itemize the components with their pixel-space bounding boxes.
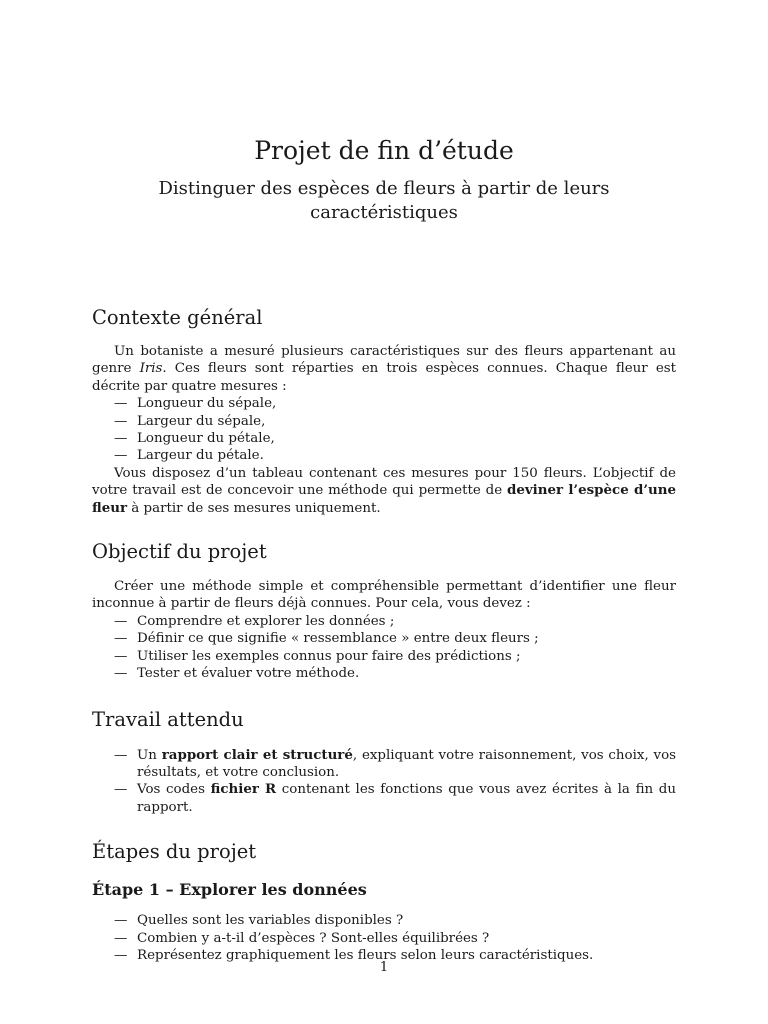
section-travail <box>92 707 676 817</box>
section-etapes <box>92 839 676 964</box>
list-item: — Quelles sont les variables disponibles ? <box>92 912 676 929</box>
objectif-intro-paragraph: Créer une méthode simple et compréhensible permettant d’identifier une fleur inconnue à partir de fleurs déjà connues. Pour cela, vous devez : <box>92 579 676 612</box>
list-item: — Longueur du pétale, <box>92 430 676 447</box>
subsection-etape-1 <box>92 879 676 964</box>
deliverable-emphasis: fichier R <box>210 781 277 798</box>
deliverable-text: , expliquant votre raisonnement, vos choix, vos résultats, et votre conclusion. <box>137 747 677 780</box>
contexte-outro-text-continued: à partir de ses mesures uniquement. <box>127 500 381 516</box>
list-item: — Comprendre et explorer les données ; <box>92 613 676 630</box>
section-contexte <box>92 305 676 517</box>
list-item: — Définir ce que signifie « ressemblance » entre deux fleurs ; <box>92 630 676 647</box>
measurement-list <box>92 395 676 465</box>
list-item: — Représentez graphiquement les fleurs selon leurs caractéristiques. <box>92 947 676 964</box>
document-subtitle: Distinguer des espèces de fleurs à partir de leurs caractéristiques <box>158 178 610 223</box>
section-objectif <box>92 539 676 682</box>
contexte-intro-text: Un botaniste a mesuré plusieurs caractéristiques sur des fleurs appartenant au genre <box>92 344 676 377</box>
page-number: 1 <box>379 960 389 975</box>
list-item: — Tester et évaluer votre méthode. <box>92 665 676 682</box>
deliverable-emphasis: rapport clair et structuré <box>161 746 353 763</box>
section-heading-etapes: Étapes du projet <box>92 840 257 864</box>
section-heading-objectif: Objectif du projet <box>92 540 267 564</box>
list-item <box>92 747 676 782</box>
contexte-outro-paragraph <box>92 465 676 517</box>
etape-1-question-list <box>92 912 676 964</box>
subsection-heading-etape-1: Étape 1 – Explorer les données <box>92 880 367 900</box>
section-heading-travail: Travail attendu <box>92 707 244 731</box>
contexte-outro-text: Vous disposez d’un tableau contenant ces mesures pour 150 fleurs. L’objectif de votre travail est de concevoir une méthode qui permette de <box>92 465 676 499</box>
deliverable-text: contenant les fonctions que vous avez écrites à la fin du rapport. <box>137 782 676 815</box>
contexte-outro-emphasis: deviner l’espèce d’une fleur <box>92 482 676 516</box>
contexte-intro-paragraph <box>92 343 676 395</box>
genus-name: Iris <box>139 361 163 377</box>
deliverable-prefix: Un <box>137 747 162 763</box>
contexte-intro-text-continued: . Ces fleurs sont réparties en trois espèces connues. Chaque fleur est décrite par quatre mesures : <box>92 361 676 394</box>
list-item: — Utiliser les exemples connus pour faire des prédictions ; <box>92 648 676 665</box>
deliverables-list <box>92 747 676 817</box>
list-item: — Longueur du sépale, <box>92 395 676 412</box>
objectif-task-list <box>92 613 676 683</box>
document-title: Projet de fin d’étude <box>254 136 514 165</box>
list-item: — Largeur du sépale, <box>92 413 676 430</box>
list-item: — Combien y a-t-il d’espèces ? Sont-elles équilibrées ? <box>92 930 676 947</box>
list-item: — Largeur du pétale. <box>92 447 676 464</box>
section-heading-contexte: Contexte général <box>92 306 263 329</box>
deliverable-prefix: Vos codes <box>137 782 211 798</box>
list-item <box>92 781 676 816</box>
